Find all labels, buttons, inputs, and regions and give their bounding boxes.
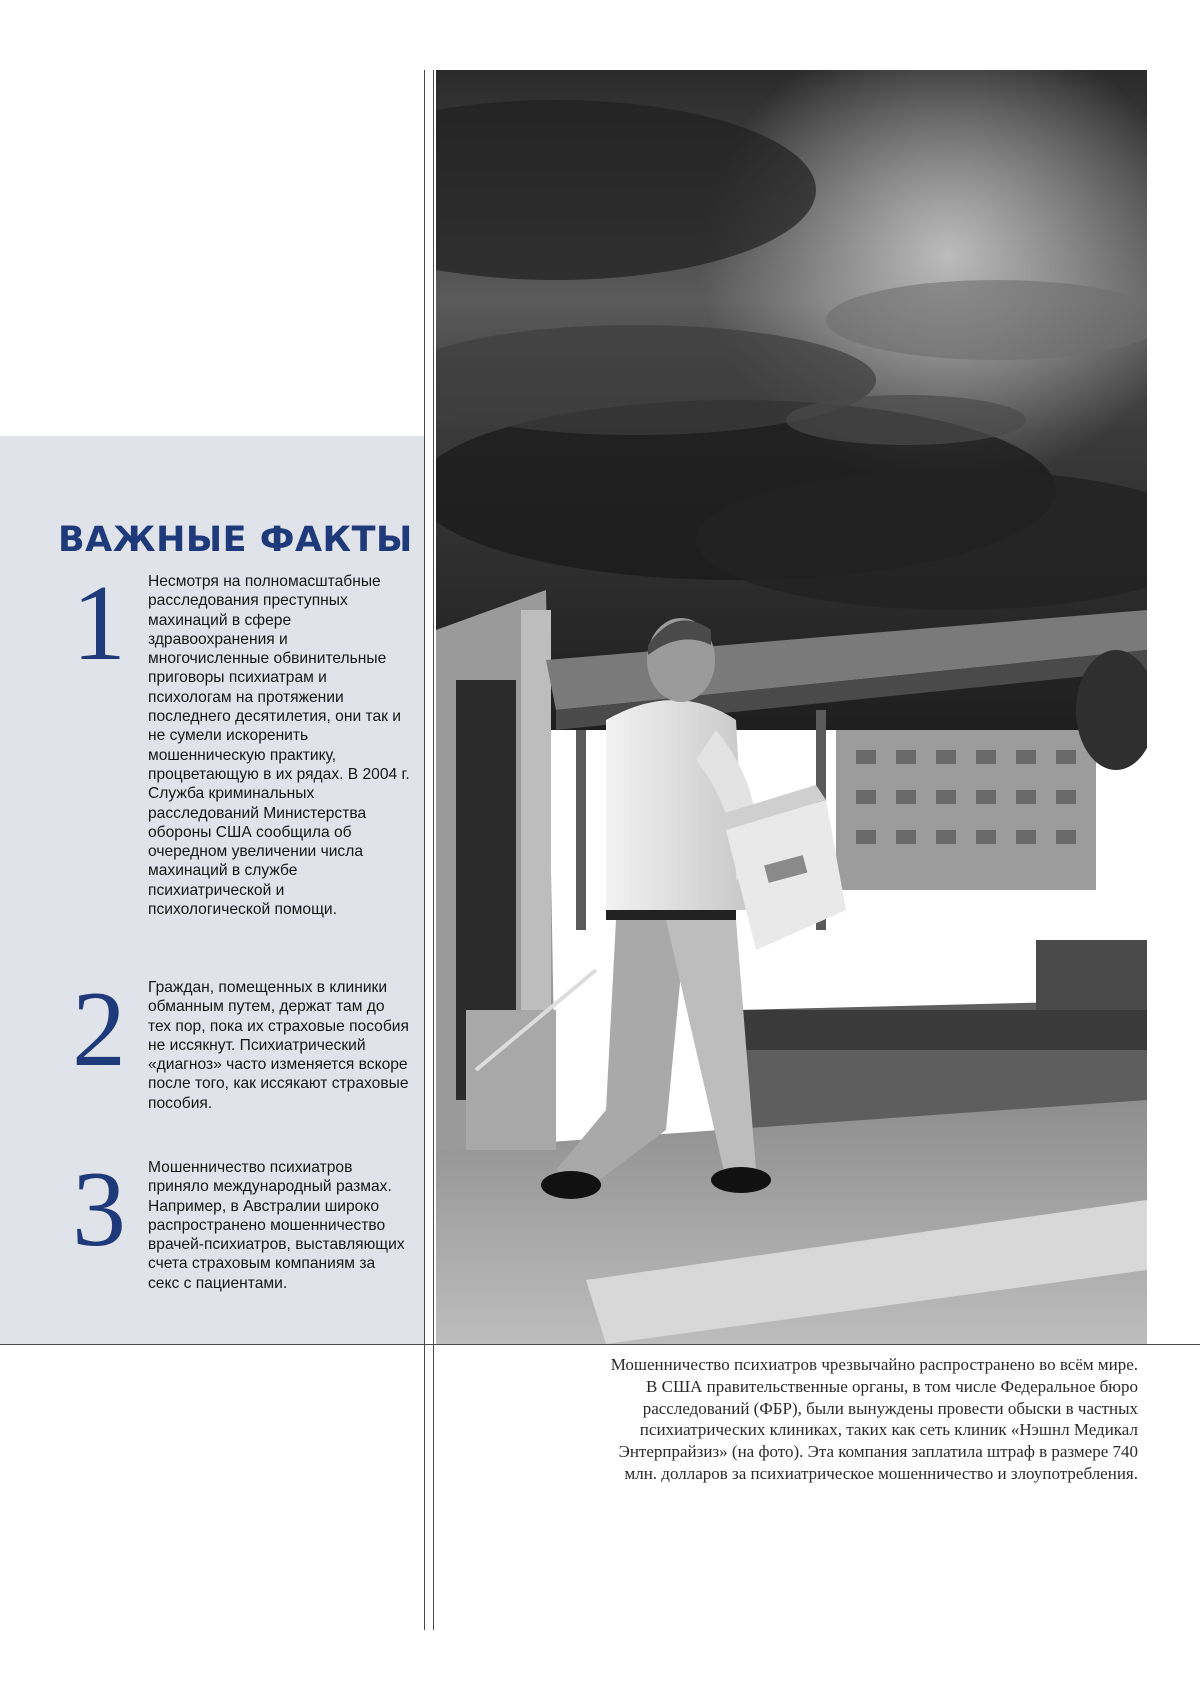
panel-rule-bottom xyxy=(0,1344,1200,1345)
column-rule-left xyxy=(424,70,425,1630)
column-rule-right xyxy=(433,70,434,1630)
fact-number: 1 xyxy=(72,564,126,683)
fact-text: Несмотря на полномасштабные расследования преступных махинаций в сфере здравоохранения и многочисленные обвинительные приговоры психиатрам и психологам на протяжении последнего десятилетия, они так и не сумели искоренить мошенническую практику, процветающую в их рядах. В 2004 г. Служба криминальных расследований Министерства обороны США сообщила об очередном увеличении числа махинаций в службе психиатрической и психологической помощи. xyxy=(148,573,410,919)
fact-number: 3 xyxy=(72,1150,126,1269)
facts-title: ВАЖНЫЕ ФАКТЫ xyxy=(58,520,413,560)
fact-text: Мошенничество психиатров приняло международный размах. Например, в Австралии широко распространено мошенничество врачей-психиатров, выставляющих счета страховым компаниям за секс с пациентами. xyxy=(148,1159,405,1292)
photo-caption: Мошенничество психиатров чрезвычайно распространено во всём мире. В США правительственные органы, в том числе Федеральное бюро расследований (ФБР), были вынуждены провести обыски в частных психиатрических клиниках, таких как сеть клиник «Нэшнл Медикал Энтерпрайзиз» (на фото). Эта компания заплатила штраф в размере 740 млн. долларов за психиатрическое мошенничество и злоупотребления. xyxy=(610,1355,1138,1483)
fact-text: Граждан, помещенных в клиники обманным путем, держат там до тех пор, пока их страховые пособия не иссякнут. Психиатрический «диагноз» часто изменяется вскоре после того, как иссякают страховые пособия. xyxy=(148,979,409,1112)
photo xyxy=(436,70,1147,1344)
fact-number: 2 xyxy=(72,970,126,1089)
